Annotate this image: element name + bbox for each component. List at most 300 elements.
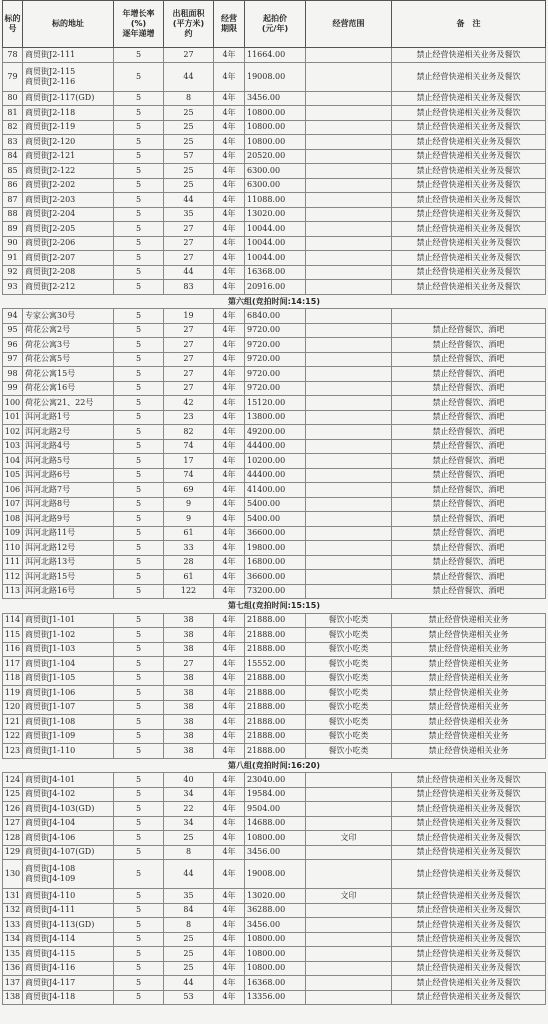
address-cell	[23, 208, 114, 222]
address-line: 商贸街J2-119	[25, 122, 76, 132]
lot-number-cell: 96	[2, 338, 23, 352]
table-row	[2, 280, 546, 295]
growth-rate-cell: 5	[114, 309, 164, 323]
term-cell: 4年	[214, 498, 245, 512]
area-cell: 42	[164, 396, 214, 410]
growth-rate-cell: 5	[114, 164, 164, 178]
area-cell: 44	[164, 266, 214, 280]
business-scope-cell	[306, 382, 392, 396]
remarks-cell: 禁止经营快递相关业务及餐饮	[392, 831, 546, 845]
term-cell: 4年	[214, 48, 245, 62]
table-body	[2, 48, 546, 1005]
lot-number-cell: 94	[2, 309, 23, 323]
term-cell: 4年	[214, 382, 245, 396]
term-cell: 4年	[214, 164, 245, 178]
term-cell: 4年	[214, 672, 245, 686]
business-scope-cell: 餐饮小吃类	[306, 715, 392, 729]
growth-rate-cell: 5	[114, 686, 164, 700]
business-scope-cell	[306, 208, 392, 222]
term-cell: 4年	[214, 643, 245, 657]
address-cell	[23, 396, 114, 410]
start-price-cell: 36600.00	[245, 570, 306, 584]
business-scope-cell: 文印	[306, 889, 392, 903]
lot-number-cell: 130	[2, 860, 23, 888]
lot-number-cell: 111	[2, 556, 23, 570]
table-row	[2, 831, 546, 846]
remarks-cell: 禁止经营餐饮、酒吧	[392, 454, 546, 468]
business-scope-cell	[306, 498, 392, 512]
start-price-cell: 9720.00	[245, 382, 306, 396]
address-cell	[23, 425, 114, 439]
address-cell	[23, 628, 114, 642]
term-cell: 4年	[214, 324, 245, 338]
header-address: 标的地址	[23, 1, 114, 47]
table-row	[2, 512, 546, 527]
business-scope-cell	[306, 251, 392, 265]
area-cell: 33	[164, 541, 214, 555]
remarks-cell: 禁止经营快递相关业务及餐饮	[392, 150, 546, 164]
address-cell	[23, 411, 114, 425]
start-price-cell: 10044.00	[245, 222, 306, 236]
address-line: 洱河北路13号	[25, 557, 76, 567]
table-row	[2, 48, 546, 63]
address-line: 商贸街J1-109	[25, 731, 76, 741]
lot-number-cell: 114	[2, 614, 23, 628]
area-cell: 83	[164, 280, 214, 294]
lot-number-cell: 104	[2, 454, 23, 468]
business-scope-cell	[306, 802, 392, 816]
start-price-cell: 9720.00	[245, 353, 306, 367]
address-line: 洱河北路2号	[25, 426, 71, 436]
area-cell: 74	[164, 440, 214, 454]
address-cell	[23, 802, 114, 816]
table-row	[2, 962, 546, 977]
business-scope-cell	[306, 860, 392, 888]
area-cell: 19	[164, 309, 214, 323]
term-cell: 4年	[214, 469, 245, 483]
address-cell	[23, 904, 114, 918]
growth-rate-cell: 5	[114, 222, 164, 236]
business-scope-cell	[306, 193, 392, 207]
lot-number-cell: 132	[2, 904, 23, 918]
remarks-cell: 禁止经营快递相关业务及餐饮	[392, 773, 546, 787]
start-price-cell: 10800.00	[245, 106, 306, 120]
address-cell	[23, 48, 114, 62]
table-row	[2, 744, 546, 759]
remarks-cell: 禁止经营快递相关业务及餐饮	[392, 933, 546, 947]
table-row	[2, 251, 546, 266]
business-scope-cell	[306, 63, 392, 91]
growth-rate-cell: 5	[114, 425, 164, 439]
remarks-cell: 禁止经营餐饮、酒吧	[392, 411, 546, 425]
area-cell: 27	[164, 324, 214, 338]
table-row	[2, 193, 546, 208]
address-cell	[23, 527, 114, 541]
table-row	[2, 904, 546, 919]
remarks-cell: 禁止经营餐饮、酒吧	[392, 425, 546, 439]
business-scope-cell: 餐饮小吃类	[306, 744, 392, 758]
area-cell: 69	[164, 483, 214, 497]
area-cell: 27	[164, 367, 214, 381]
remarks-cell: 禁止经营快递相关业务	[392, 628, 546, 642]
area-cell: 44	[164, 860, 214, 888]
start-price-cell: 19008.00	[245, 63, 306, 91]
remarks-cell: 禁止经营快递相关业务	[392, 686, 546, 700]
lot-number-cell: 87	[2, 193, 23, 207]
start-price-cell: 3456.00	[245, 92, 306, 106]
growth-rate-cell: 5	[114, 860, 164, 888]
address-line: 商贸街J4-102	[25, 789, 76, 799]
address-cell	[23, 324, 114, 338]
remarks-cell: 禁止经营餐饮、酒吧	[392, 382, 546, 396]
table-row	[2, 483, 546, 498]
remarks-cell: 禁止经营快递相关业务及餐饮	[392, 889, 546, 903]
start-price-cell: 73200.00	[245, 585, 306, 599]
address-line: 洱河北路11号	[25, 528, 76, 538]
address-line: 荷花公寓15号	[25, 368, 76, 378]
table-row	[2, 469, 546, 484]
lot-number-cell: 106	[2, 483, 23, 497]
table-row	[2, 338, 546, 353]
area-cell: 53	[164, 991, 214, 1005]
address-cell	[23, 701, 114, 715]
term-cell: 4年	[214, 628, 245, 642]
start-price-cell: 3456.00	[245, 918, 306, 932]
lot-number-cell: 119	[2, 686, 23, 700]
address-cell	[23, 773, 114, 787]
table-row	[2, 440, 546, 455]
remarks-cell: 禁止经营餐饮、酒吧	[392, 541, 546, 555]
address-line: 商贸街J4-116	[25, 963, 76, 973]
business-scope-cell: 文印	[306, 831, 392, 845]
address-line: 商贸街J2-206	[25, 238, 76, 248]
business-scope-cell	[306, 788, 392, 802]
business-scope-cell	[306, 150, 392, 164]
term-cell: 4年	[214, 440, 245, 454]
business-scope-cell	[306, 454, 392, 468]
area-cell: 38	[164, 686, 214, 700]
address-cell	[23, 962, 114, 976]
term-cell: 4年	[214, 208, 245, 222]
address-cell	[23, 831, 114, 845]
term-cell: 4年	[214, 135, 245, 149]
growth-rate-cell: 5	[114, 730, 164, 744]
table-row	[2, 106, 546, 121]
address-line: 洱河北路4号	[25, 441, 71, 451]
address-line: 洱河北路9号	[25, 513, 71, 523]
remarks-cell: 禁止经营快递相关业务及餐饮	[392, 63, 546, 91]
area-cell: 57	[164, 150, 214, 164]
term-cell: 4年	[214, 92, 245, 106]
address-line: 商贸街J1-105	[25, 673, 76, 683]
table-row	[2, 773, 546, 788]
address-line: 洱河北路8号	[25, 499, 71, 509]
address-line: 商贸街J4-113(GD)	[25, 919, 95, 929]
address-line: 商贸街J1-103	[25, 644, 76, 654]
lot-number-cell: 126	[2, 802, 23, 816]
group-heading: 第八组(竞拍时间:16:20)	[2, 759, 546, 774]
start-price-cell: 13020.00	[245, 208, 306, 222]
start-price-cell: 9504.00	[245, 802, 306, 816]
term-cell: 4年	[214, 541, 245, 555]
term-cell: 4年	[214, 266, 245, 280]
start-price-cell: 21888.00	[245, 730, 306, 744]
start-price-cell: 10044.00	[245, 251, 306, 265]
business-scope-cell	[306, 570, 392, 584]
business-scope-cell	[306, 947, 392, 961]
lot-number-cell: 105	[2, 469, 23, 483]
lot-number-cell: 79	[2, 63, 23, 91]
table-row	[2, 730, 546, 745]
start-price-cell: 14688.00	[245, 817, 306, 831]
term-cell: 4年	[214, 773, 245, 787]
start-price-cell: 21888.00	[245, 672, 306, 686]
term-cell: 4年	[214, 556, 245, 570]
growth-rate-cell: 5	[114, 367, 164, 381]
address-line: 荷花公寓2号	[25, 325, 71, 335]
remarks-cell: 禁止经营快递相关业务	[392, 672, 546, 686]
lot-number-cell: 112	[2, 570, 23, 584]
remarks-cell: 禁止经营快递相关业务及餐饮	[392, 860, 546, 888]
lot-number-cell: 109	[2, 527, 23, 541]
remarks-cell: 禁止经营快递相关业务及餐饮	[392, 193, 546, 207]
start-price-cell: 6300.00	[245, 164, 306, 178]
area-cell: 35	[164, 208, 214, 222]
area-cell: 27	[164, 382, 214, 396]
growth-rate-cell: 5	[114, 744, 164, 758]
growth-rate-cell: 5	[114, 266, 164, 280]
business-scope-cell	[306, 933, 392, 947]
term-cell: 4年	[214, 585, 245, 599]
address-line: 洱河北路15号	[25, 571, 76, 581]
area-cell: 38	[164, 715, 214, 729]
remarks-cell: 禁止经营餐饮、酒吧	[392, 353, 546, 367]
lot-number-cell: 86	[2, 179, 23, 193]
address-cell	[23, 309, 114, 323]
header-business-scope: 经营范围	[306, 1, 392, 47]
address-cell	[23, 135, 114, 149]
lot-number-cell: 134	[2, 933, 23, 947]
business-scope-cell: 餐饮小吃类	[306, 614, 392, 628]
area-cell: 28	[164, 556, 214, 570]
area-cell: 27	[164, 48, 214, 62]
area-cell: 38	[164, 744, 214, 758]
address-cell	[23, 570, 114, 584]
header-remarks: 备 注	[392, 1, 546, 47]
growth-rate-cell: 5	[114, 788, 164, 802]
growth-rate-cell: 5	[114, 657, 164, 671]
address-cell	[23, 657, 114, 671]
address-cell	[23, 353, 114, 367]
term-cell: 4年	[214, 106, 245, 120]
remarks-cell: 禁止经营快递相关业务及餐饮	[392, 164, 546, 178]
remarks-cell: 禁止经营快递相关业务及餐饮	[392, 846, 546, 860]
business-scope-cell	[306, 991, 392, 1005]
address-line: 商贸街J4-103(GD)	[25, 803, 95, 813]
lot-number-cell: 98	[2, 367, 23, 381]
address-line: 商贸街J4-108	[25, 864, 76, 873]
growth-rate-cell: 5	[114, 251, 164, 265]
start-price-cell: 23040.00	[245, 773, 306, 787]
growth-rate-cell: 5	[114, 570, 164, 584]
area-cell: 9	[164, 498, 214, 512]
address-cell	[23, 92, 114, 106]
table-row	[2, 715, 546, 730]
lot-number-cell: 84	[2, 150, 23, 164]
term-cell: 4年	[214, 512, 245, 526]
term-cell: 4年	[214, 730, 245, 744]
term-cell: 4年	[214, 280, 245, 294]
start-price-cell: 19008.00	[245, 860, 306, 888]
start-price-cell: 21888.00	[245, 744, 306, 758]
start-price-cell: 44400.00	[245, 440, 306, 454]
start-price-cell: 9720.00	[245, 324, 306, 338]
lot-number-cell: 78	[2, 48, 23, 62]
remarks-cell: 禁止经营快递相关业务及餐饮	[392, 92, 546, 106]
term-cell: 4年	[214, 614, 245, 628]
start-price-cell: 36288.00	[245, 904, 306, 918]
term-cell: 4年	[214, 121, 245, 135]
table-header	[2, 0, 546, 48]
term-cell: 4年	[214, 744, 245, 758]
start-price-cell: 16800.00	[245, 556, 306, 570]
address-line: 商贸街J2-121	[25, 151, 76, 161]
business-scope-cell: 餐饮小吃类	[306, 672, 392, 686]
area-cell: 84	[164, 904, 214, 918]
address-line: 商贸街J4-110	[25, 890, 76, 900]
lot-number-cell: 91	[2, 251, 23, 265]
start-price-cell: 9720.00	[245, 367, 306, 381]
business-scope-cell: 餐饮小吃类	[306, 657, 392, 671]
lot-number-cell: 133	[2, 918, 23, 932]
address-cell	[23, 512, 114, 526]
lot-number-cell: 121	[2, 715, 23, 729]
table-row	[2, 208, 546, 223]
table-row	[2, 817, 546, 832]
address-cell	[23, 454, 114, 468]
address-line: 商贸街J2-205	[25, 223, 76, 233]
remarks-cell: 禁止经营快递相关业务及餐饮	[392, 962, 546, 976]
table-row	[2, 396, 546, 411]
table-row	[2, 367, 546, 382]
table-row	[2, 686, 546, 701]
start-price-cell: 10800.00	[245, 947, 306, 961]
remarks-cell: 禁止经营餐饮、酒吧	[392, 498, 546, 512]
lot-number-cell: 125	[2, 788, 23, 802]
address-cell	[23, 469, 114, 483]
growth-rate-cell: 5	[114, 498, 164, 512]
address-line: 洱河北路1号	[25, 412, 71, 422]
area-cell: 27	[164, 237, 214, 251]
address-cell	[23, 338, 114, 352]
term-cell: 4年	[214, 63, 245, 91]
table-row	[2, 63, 546, 92]
address-line: 商贸街J4-106	[25, 832, 76, 842]
lot-number-cell: 124	[2, 773, 23, 787]
lot-number-cell: 101	[2, 411, 23, 425]
term-cell: 4年	[214, 193, 245, 207]
lot-number-cell: 117	[2, 657, 23, 671]
table-row	[2, 179, 546, 194]
lot-number-cell: 92	[2, 266, 23, 280]
growth-rate-cell: 5	[114, 396, 164, 410]
address-cell	[23, 933, 114, 947]
term-cell: 4年	[214, 904, 245, 918]
address-line: 商贸街J4-101	[25, 774, 76, 784]
remarks-cell: 禁止经营快递相关业务及餐饮	[392, 179, 546, 193]
table-row	[2, 164, 546, 179]
term-cell: 4年	[214, 657, 245, 671]
area-cell: 25	[164, 831, 214, 845]
address-line: 商贸街J2-208	[25, 267, 76, 277]
growth-rate-cell: 5	[114, 454, 164, 468]
start-price-cell: 19584.00	[245, 788, 306, 802]
business-scope-cell	[306, 904, 392, 918]
start-price-cell: 21888.00	[245, 643, 306, 657]
area-cell: 35	[164, 889, 214, 903]
start-price-cell: 13356.00	[245, 991, 306, 1005]
growth-rate-cell: 5	[114, 353, 164, 367]
table-row	[2, 933, 546, 948]
start-price-cell: 10044.00	[245, 237, 306, 251]
table-row	[2, 556, 546, 571]
area-cell: 38	[164, 643, 214, 657]
header-area: 出租面积 (平方米) 约	[164, 1, 214, 47]
address-line: 商贸街J2-207	[25, 252, 76, 262]
address-line: 商贸街J2-212	[25, 281, 76, 291]
business-scope-cell: 餐饮小吃类	[306, 686, 392, 700]
term-cell: 4年	[214, 831, 245, 845]
area-cell: 25	[164, 179, 214, 193]
growth-rate-cell: 5	[114, 976, 164, 990]
address-cell	[23, 222, 114, 236]
table-row	[2, 121, 546, 136]
area-cell: 44	[164, 63, 214, 91]
lot-number-cell: 102	[2, 425, 23, 439]
business-scope-cell: 餐饮小吃类	[306, 643, 392, 657]
business-scope-cell	[306, 338, 392, 352]
address-cell	[23, 686, 114, 700]
address-line: 商贸街J4-118	[25, 992, 76, 1002]
start-price-cell: 36600.00	[245, 527, 306, 541]
area-cell: 27	[164, 251, 214, 265]
remarks-cell: 禁止经营快递相关业务	[392, 643, 546, 657]
start-price-cell: 5400.00	[245, 512, 306, 526]
remarks-cell: 禁止经营快递相关业务及餐饮	[392, 991, 546, 1005]
business-scope-cell	[306, 367, 392, 381]
table-row	[2, 788, 546, 803]
growth-rate-cell: 5	[114, 179, 164, 193]
address-line: 商贸街J4-117	[25, 977, 76, 987]
term-cell: 4年	[214, 483, 245, 497]
address-line: 荷花公寓21、22号	[25, 397, 94, 407]
remarks-cell: 禁止经营餐饮、酒吧	[392, 469, 546, 483]
address-cell	[23, 614, 114, 628]
business-scope-cell: 餐饮小吃类	[306, 701, 392, 715]
address-cell	[23, 744, 114, 758]
remarks-cell: 禁止经营快递相关业务及餐饮	[392, 947, 546, 961]
growth-rate-cell: 5	[114, 643, 164, 657]
lot-number-cell: 110	[2, 541, 23, 555]
address-cell	[23, 918, 114, 932]
start-price-cell: 16368.00	[245, 266, 306, 280]
start-price-cell: 10800.00	[245, 121, 306, 135]
lot-number-cell: 80	[2, 92, 23, 106]
lot-number-cell: 136	[2, 962, 23, 976]
growth-rate-cell: 5	[114, 63, 164, 91]
term-cell: 4年	[214, 309, 245, 323]
business-scope-cell: 餐饮小吃类	[306, 628, 392, 642]
